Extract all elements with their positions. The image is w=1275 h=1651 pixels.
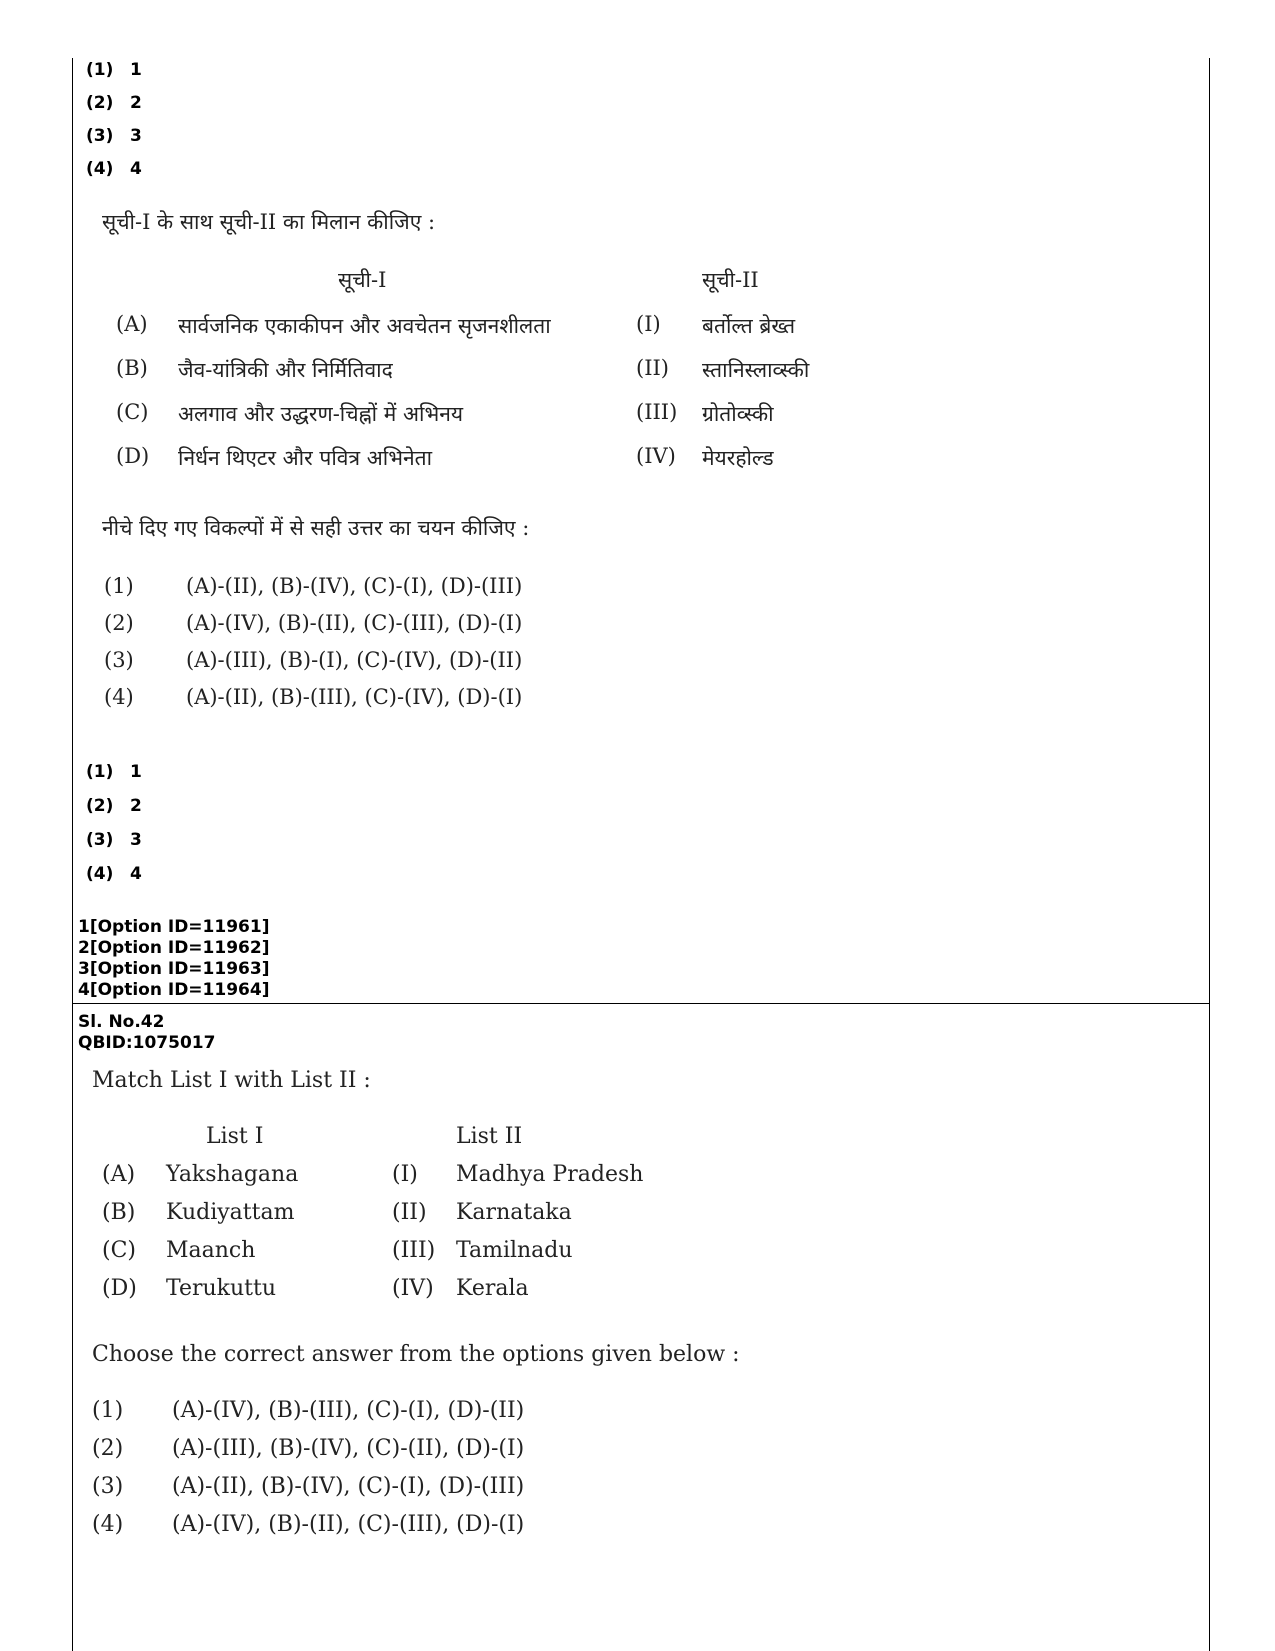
q41-row-b-item: जैव-यांत्रिकी और निर्मितिवाद xyxy=(178,358,393,382)
q41-row-d-rkey: (IV) xyxy=(636,444,676,468)
q42-instruction: Match List I with List II : xyxy=(92,1068,371,1093)
q42-row-b-rkey: (II) xyxy=(392,1200,427,1225)
q41-answer-4-text: (A)-(II), (B)-(III), (C)-(IV), (D)-(I) xyxy=(186,685,523,709)
serial-number: Sl. No.42 xyxy=(78,1012,165,1032)
q42-row-a-match: Madhya Pradesh xyxy=(456,1162,644,1187)
q41-option-1: (1) 1 xyxy=(86,762,142,782)
q42-answer-3-num: (3) xyxy=(92,1474,124,1499)
top-option-4: (4) 4 xyxy=(86,159,142,179)
q41-row-b-key: (B) xyxy=(116,356,148,380)
q42-list1-title: List I xyxy=(206,1124,264,1149)
q42-row-b-match: Karnataka xyxy=(456,1200,572,1225)
q42-row-c-key: (C) xyxy=(102,1238,136,1263)
q41-row-a-key: (A) xyxy=(116,312,148,336)
q42-row-a-item: Yakshagana xyxy=(166,1162,299,1187)
question-divider xyxy=(72,1003,1210,1004)
q41-row-c-key: (C) xyxy=(116,400,149,424)
q41-answer-3-text: (A)-(III), (B)-(I), (C)-(IV), (D)-(II) xyxy=(186,648,523,672)
q41-list2-title: सूची-II xyxy=(702,268,759,292)
q41-row-d-key: (D) xyxy=(116,444,150,468)
q41-row-c-item: अलगाव और उद्धरण-चिह्नों में अभिनय xyxy=(178,402,464,426)
q41-row-b-match: स्तानिस्लाव्स्की xyxy=(702,358,810,382)
q42-row-c-item: Maanch xyxy=(166,1238,256,1263)
q42-row-d-item: Terukuttu xyxy=(166,1276,277,1301)
q41-option-2: (2) 2 xyxy=(86,796,142,816)
q42-answer-3-text: (A)-(II), (B)-(IV), (C)-(I), (D)-(III) xyxy=(172,1474,525,1499)
q42-header xyxy=(78,1012,215,1054)
q42-answer-2-text: (A)-(III), (B)-(IV), (C)-(II), (D)-(I) xyxy=(172,1436,525,1461)
q41-row-a-rkey: (I) xyxy=(636,312,661,336)
q42-row-b-key: (B) xyxy=(102,1200,136,1225)
top-option-1: (1) 1 xyxy=(86,60,142,80)
q42-answer-2-num: (2) xyxy=(92,1436,124,1461)
q41-list1-title: सूची-I xyxy=(338,268,387,292)
option-id-3: 3[Option ID=11963] xyxy=(78,959,270,979)
q42-row-d-key: (D) xyxy=(102,1276,137,1301)
q42-answer-1-num: (1) xyxy=(92,1398,124,1423)
qbid: QBID:1075017 xyxy=(78,1033,216,1053)
q42-row-b-item: Kudiyattam xyxy=(166,1200,295,1225)
option-id-1: 1[Option ID=11961] xyxy=(78,917,270,937)
q41-row-c-match: ग्रोतोव्स्की xyxy=(702,402,774,426)
q42-row-c-rkey: (III) xyxy=(392,1238,436,1263)
q42-answer-4-text: (A)-(IV), (B)-(II), (C)-(III), (D)-(I) xyxy=(172,1512,525,1537)
q41-row-a-match: बर्तोल्त ब्रेख्त xyxy=(702,314,796,338)
q42-row-d-rkey: (IV) xyxy=(392,1276,434,1301)
q41-option-4: (4) 4 xyxy=(86,864,142,884)
q41-row-d-item: निर्धन थिएटर और पवित्र अभिनेता xyxy=(178,446,433,470)
option-id-4: 4[Option ID=11964] xyxy=(78,980,270,1000)
q41-option-ids xyxy=(78,917,269,1001)
q41-answer-2-num: (2) xyxy=(104,611,134,635)
q42-answer-1-text: (A)-(IV), (B)-(III), (C)-(I), (D)-(II) xyxy=(172,1398,525,1423)
q42-row-d-match: Kerala xyxy=(456,1276,529,1301)
q42-choose-text: Choose the correct answer from the options given below : xyxy=(92,1342,740,1367)
q41-option-3: (3) 3 xyxy=(86,830,142,850)
option-id-2: 2[Option ID=11962] xyxy=(78,938,270,958)
q41-row-d-match: मेयरहोल्ड xyxy=(702,446,774,470)
q42-row-a-key: (A) xyxy=(102,1162,136,1187)
top-option-3: (3) 3 xyxy=(86,126,142,146)
q41-instruction: सूची-I के साथ सूची-II का मिलान कीजिए : xyxy=(102,210,436,234)
q42-row-a-rkey: (I) xyxy=(392,1162,418,1187)
top-option-2: (2) 2 xyxy=(86,93,142,113)
q41-answer-1-text: (A)-(II), (B)-(IV), (C)-(I), (D)-(III) xyxy=(186,574,523,598)
q42-row-c-match: Tamilnadu xyxy=(456,1238,573,1263)
q42-answer-4-num: (4) xyxy=(92,1512,124,1537)
q41-choose-text: नीचे दिए गए विकल्पों में से सही उत्तर का चयन कीजिए : xyxy=(102,516,530,540)
q41-answer-4-num: (4) xyxy=(104,685,134,709)
q41-answer-3-num: (3) xyxy=(104,648,134,672)
q41-answer-2-text: (A)-(IV), (B)-(II), (C)-(III), (D)-(I) xyxy=(186,611,523,635)
q41-row-b-rkey: (II) xyxy=(636,356,669,380)
q41-answer-1-num: (1) xyxy=(104,574,134,598)
q41-row-a-item: सार्वजनिक एकाकीपन और अवचेतन सृजनशीलता xyxy=(178,314,551,338)
q42-list2-title: List II xyxy=(456,1124,523,1149)
q41-row-c-rkey: (III) xyxy=(636,400,678,424)
